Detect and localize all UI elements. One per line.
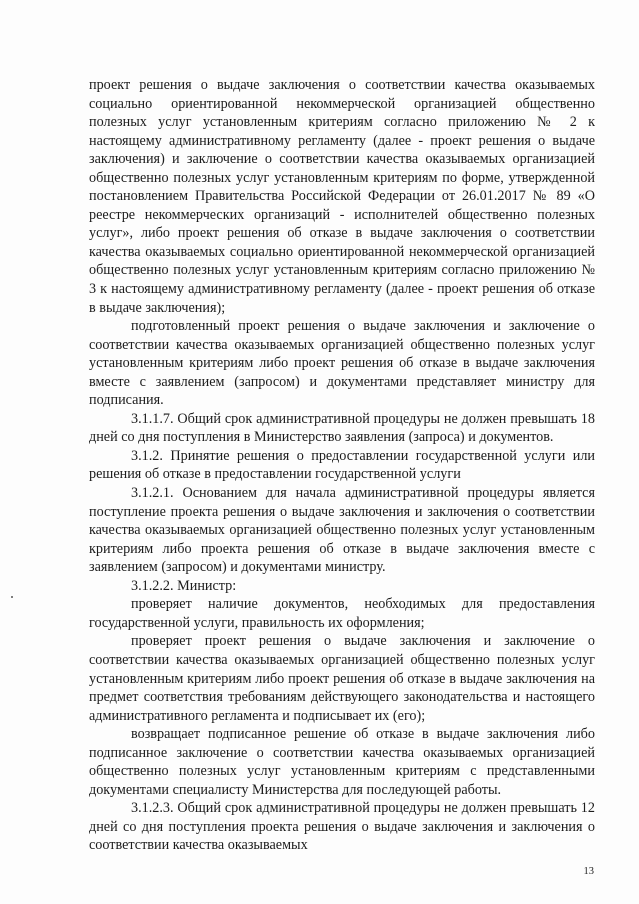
- paragraph-5: 3.1.2.1. Основанием для начала административной процедуры является поступление проекта решения о выдаче заключения и заключения о соответствии качества оказываемых организацией общественно полезных услуг установленным критериям либо проекта решения об отказе в выдаче заключения вместе с заявлением (запросом) и документами министру.: [89, 485, 595, 576]
- page-number: 13: [583, 866, 594, 877]
- paragraph-1: проект решения о выдаче заключения о соответствии качества оказываемых социально ориентированной некоммерческой организацией общественно полезных услуг установленным критериям согласно приложению № 2 к настоящему административному регламенту (далее - проект решения о выдаче заключения) и заключение о соответствии качества оказываемых организацией общественно полезных услуг установленным критериям по форме, утвержденной постановлением Правительства Российской Федерации от 26.01.2017 № 89 «О реестре некоммерческих организаций - исполнителей общественно полезных услуг», либо проект решения об отказе в выдаче заключения о соответствии качества оказываемых социально ориентированной некоммерческой организацией общественно полезных услуг установленным критериям согласно приложению № 3 к настоящему административному регламенту (далее - проект решения об отказе в выдаче заключения);: [89, 77, 595, 316]
- paragraph-2: подготовленный проект решения о выдаче заключения и заключение о соответствии качества оказываемых организацией общественно полезных услуг установленным критериям либо проект решения об отказе в выдаче заключения вместе с заявлением (запросом) и документами представляет министру для подписания.: [89, 318, 595, 409]
- page-body: [89, 76, 595, 855]
- paragraph-8: проверяет проект решения о выдаче заключения и заключение о соответствии качества оказываемых организацией общественно полезных услуг установленным критериям либо проект решения об отказе в выдаче заключения на предмет соответствия требованиям действующего законодательства и настоящего административного регламента и подписывает их (его);: [89, 633, 595, 724]
- paragraph-6: 3.1.2.2. Министр:: [131, 577, 237, 594]
- scan-speck: [11, 596, 13, 598]
- paragraph-7: проверяет наличие документов, необходимых для предоставления государственной услуги, правильность их оформления;: [89, 596, 595, 631]
- paragraph-3: 3.1.1.7. Общий срок административной процедуры не должен превышать 18 дней со дня поступления в Министерство заявления (запроса) и документов.: [89, 410, 595, 446]
- paragraph-9: возвращает подписанное решение об отказе в выдаче заключения либо подписанное заключение о соответствии качества оказываемых организацией общественно полезных услуг установленным критериям с представленными документами специалисту Министерства для последующей работы.: [89, 726, 595, 798]
- paragraph-4: 3.1.2. Принятие решения о предоставлении государственной услуги или решения об отказе в предоставлении государственной услуги: [89, 447, 595, 483]
- paragraph-10: 3.1.2.3. Общий срок административной процедуры не должен превышать 12 дней со дня поступления проекта решения о выдаче заключения и заключения о соответствии качества оказываемых: [89, 800, 595, 854]
